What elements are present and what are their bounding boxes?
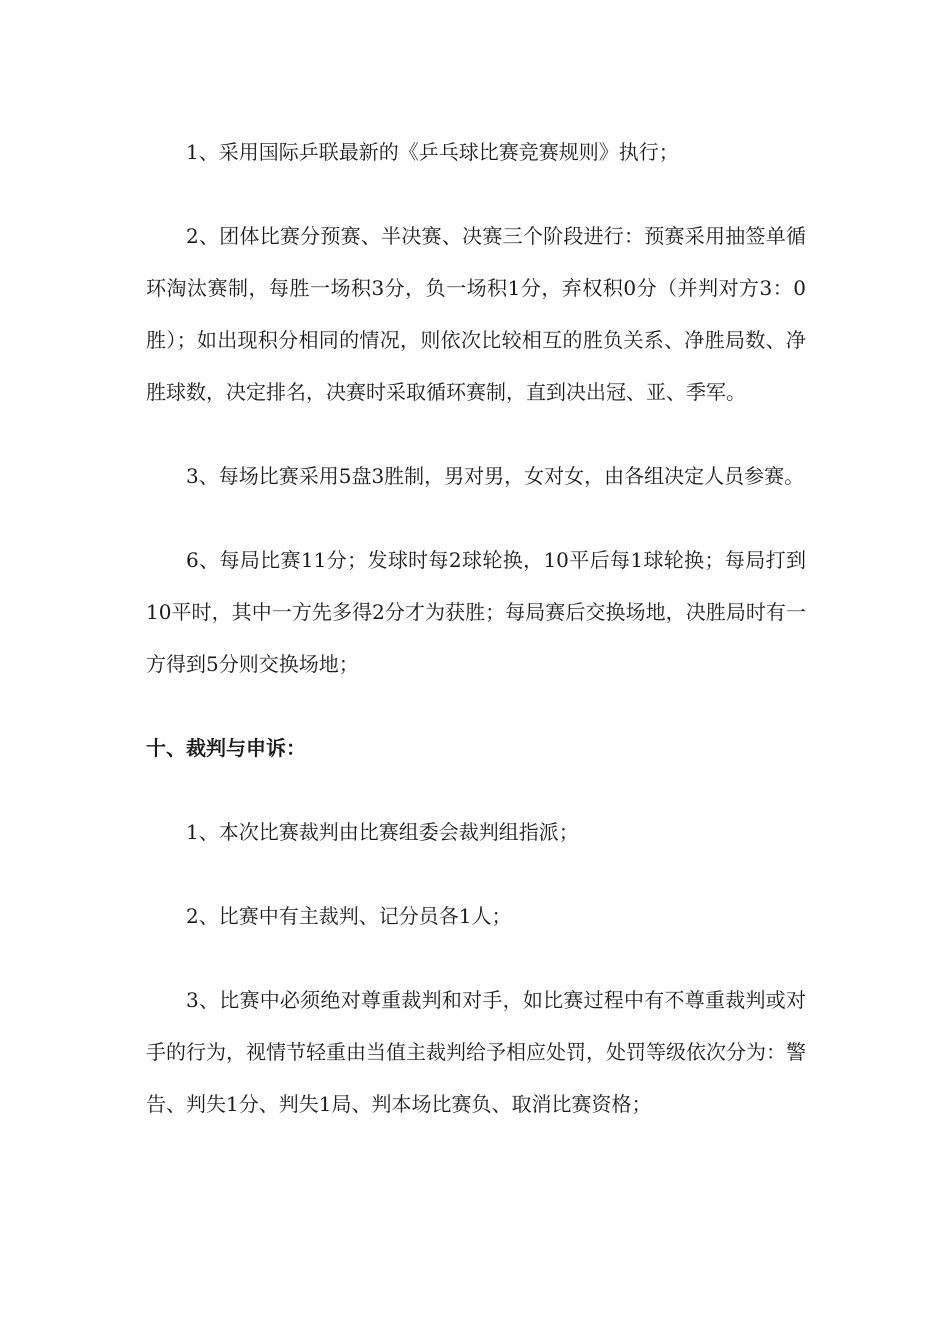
rule-paragraph-2: 2、团体比赛分预赛、半决赛、决赛三个阶段进行：预赛采用抽签单循环淘汰赛制，每胜一场积3分，负一场积1分，弃权积0分（并判对方3：0胜）；如出现积分相同的情况，则依次比较相互的胜负关系、净胜局数、净胜球数，决定排名，决赛时采取循环赛制，直到决出冠、亚、季军。 [146, 224, 806, 404]
referee-paragraph-3: 3、比赛中必须绝对尊重裁判和对手，如比赛过程中有不尊重裁判或对手的行为，视情节轻重由当值主裁判给予相应处罚，处罚等级依次分为：警告、判失1分、判失1局、判本场比赛负、取消比赛资格； [146, 988, 806, 1116]
document-body [146, 126, 806, 1162]
rule-paragraph-3: 3、每场比赛采用5盘3胜制，男对男，女对女，由各组决定人员参赛。 [186, 464, 805, 488]
referee-paragraph-2: 2、比赛中有主裁判、记分员各1人； [186, 904, 512, 928]
rule-paragraph-1: 1、采用国际乒联最新的《乒乓球比赛竞赛规则》执行； [186, 140, 679, 164]
rule-paragraph-6: 6、每局比赛11分；发球时每2球轮换，10平后每1球轮换；每局打到10平时，其中一方先多得2分才为获胜；每局赛后交换场地，决胜局时有一方得到5分则交换场地； [146, 548, 806, 676]
referee-paragraph-1: 1、本次比赛裁判由比赛组委会裁判组指派； [186, 820, 579, 844]
section-heading-referee: 十、裁判与申诉： [146, 736, 306, 760]
